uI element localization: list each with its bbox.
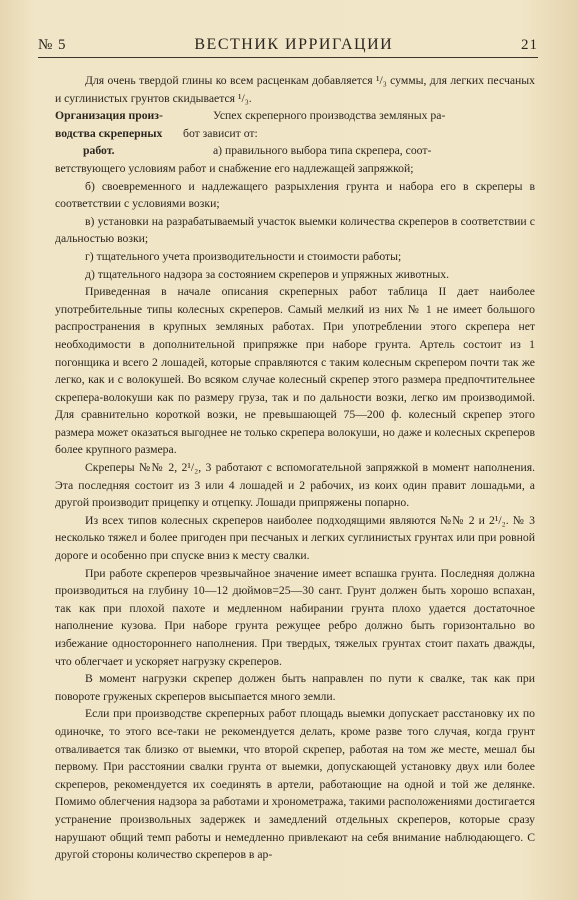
list-item: б) своевременного и надлежащего разрыхления грунта и набора его в скреперы в соответствии с условиями возки; bbox=[55, 179, 535, 211]
body-paragraph: При работе скреперов чрезвычайное значение имеет вспашка грунта. Последняя должна производиться на глубину 10—12 дюймов=25—30 сант. Грунт должен быть хорошо вспахан, так как при плохой пахоте и медленном набирании грунта плохо удается достаточное наполнение кузова. При наборе грунта режущее ребро должно быть горизонтально во избежание одностороннего наполнения. При твердых, тяжелых грунтах стоит пахать дважды, что облегчает и ускоряет нагрузку скреперов. bbox=[55, 566, 535, 668]
section-lead-line: бот зависит от: bbox=[183, 126, 258, 140]
section-organization bbox=[55, 107, 535, 160]
list-item: д) тщательного надзора за состоянием скреперов и упряжных животных. bbox=[85, 267, 450, 281]
page-body bbox=[55, 72, 535, 864]
section-heading-line: работ. bbox=[83, 144, 115, 158]
list-item: г) тщательного учета производительности и стоимости работы; bbox=[85, 249, 402, 263]
intro-paragraph: Для очень твердой глины ко всем расценкам добавляется ¹/₃ суммы, для легких песчаных и суглинистых грунтов скидывается ¹/₃. bbox=[55, 74, 535, 105]
body-paragraph: Если при производстве скреперных работ площадь выемки допускает расстановку их по одиночке, то этого все-таки не рекомендуется делать, кроме разве того случая, когда грунт отваливается так близко от выемки, что второй скрепер, работая на том же месте, мешал бы первому. При расстоянии свалки грунта от выемки, допускающей установку двух или более скреперов, рекомендуется их соединять в артели, работающие на одной и той же делянке. Помимо облегчения надзора за работами и хронометража, такими расположениями достигается устранение произвольных задержек и замедлений отдельных скреперов, которые сразу нарушают общий темп работы и немедленно привлекают на себя внимание наблюдающего. С другой стороны количество скреперов в ар- bbox=[55, 707, 535, 862]
body-paragraph: В момент нагрузки скрепер должен быть направлен по пути к свалке, так как при повороте груженых скреперов высыпается много земли. bbox=[55, 672, 535, 703]
journal-title: ВЕСТНИК ИРРИГАЦИИ bbox=[194, 36, 394, 53]
issue-number: № 5 bbox=[38, 37, 67, 53]
body-paragraph: Приведенная в начале описания скреперных работ таблица II дает наиболее употребительные типы колесных скреперов. Самый мелкий из них № 1 не имеет большого распространения в крупных земляных работах. При употреблении этого скрепера нет необходимости в дополнительной припряжке при наборе грунта. Артель состоит из 1 погонщика и всего 2 лошадей, которые справляются с таким колесным скрепером почти так же легко, как и с волокушей. Во всяком случае колесный скрепер этого размера предпочтительнее скрепера-волокуши как по размеру груза, так и по дальности возки, легко им производимой. Для сравнительно короткой возки, не превышающей 75—200 ф. колесный скрепер этого размера может оказаться выгоднее не только скрепера волокуши, но даже и колесных скреперов более крупного размера. bbox=[55, 285, 535, 457]
list-item: в) установки на разрабатываемый участок выемки количества скреперов в соответствии с дальностью возки; bbox=[55, 214, 535, 246]
section-heading-line: Организация произ- bbox=[55, 109, 163, 123]
section-heading-line: водства скреперных bbox=[55, 126, 163, 140]
section-lead-line: а) правильного выбора типа скрепера, соот- bbox=[213, 144, 432, 158]
body-paragraph: Скреперы №№ 2, 2¹/₂, 3 работают с вспомогательной запряжкой в момент наполнения. Эта последняя состоит из 3 или 4 лошадей и 2 рабочих, из коих один правит лошадьми, а другой производит прицепку и отцепку. Лошади припряжены попарно. bbox=[55, 461, 535, 510]
section-lead-line: Успех скреперного производства земляных ра- bbox=[213, 109, 446, 123]
body-paragraph: Из всех типов колесных скреперов наиболее подходящими являются №№ 2 и 2¹/₂. № 3 несколько тяжел и более пригоден при песчаных и легких суглинистых грунтах или при ровной дороге и особенно при спуске вниз к месту свалки. bbox=[55, 513, 535, 563]
page-number: 21 bbox=[521, 37, 538, 53]
list-item-continuation: ветствующего условиям работ и снабжение его надлежащей запряжкой; bbox=[55, 161, 414, 175]
section-heading bbox=[55, 107, 183, 160]
page-header bbox=[38, 28, 538, 58]
section-lead bbox=[183, 107, 535, 160]
